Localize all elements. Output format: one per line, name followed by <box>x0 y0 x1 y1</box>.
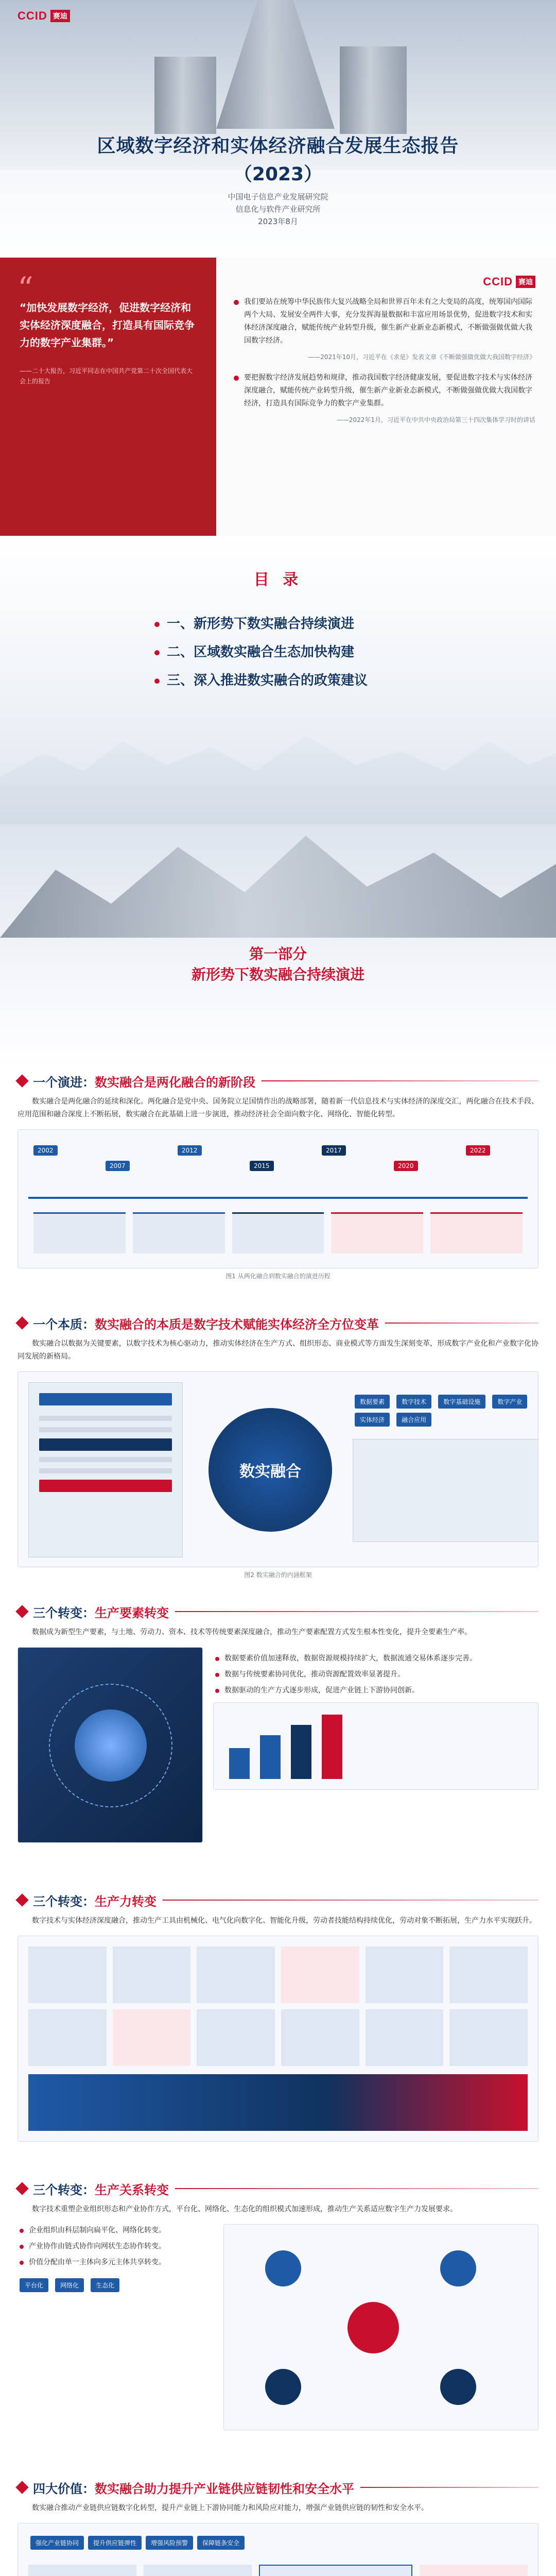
heading-divider <box>385 1323 538 1324</box>
section-heading: 三个转变：生产关系转变 <box>18 2174 538 2203</box>
heading-divider <box>262 1080 538 1081</box>
table-of-contents <box>0 536 556 824</box>
element-chips <box>353 1393 538 1542</box>
evolution-timeline-figure: 2002 2007 2012 2015 2017 2020 2022 <box>18 1129 538 1268</box>
toc-title: 目 录 <box>253 571 303 589</box>
section-heading: 三个转变：生产要素转变 <box>18 1597 538 1626</box>
section-supply-chain <box>0 2473 556 2576</box>
section-productivity <box>0 1886 556 2174</box>
section-paragraph: 数字技术重塑企业组织形态和产业协作方式，平台化、网络化、生态化的组织模式加速形成，推动生产关系适应数字生产力发展要求。 <box>32 2205 457 2213</box>
section-heading: 三个转变：生产力转变 <box>18 1886 538 1914</box>
chip: 实体经济 <box>355 1413 390 1427</box>
building-illustration <box>154 57 216 134</box>
building-illustration <box>340 46 407 134</box>
list-item: 企业组织由科层制向扁平化、网络化转变。 <box>18 2224 213 2237</box>
supply-chain-figure <box>18 2523 538 2576</box>
section-paragraph: 数字技术与实体经济深度融合，推动生产工具由机械化、电气化向数字化、智能化升级，劳动者技能结构持续优化，劳动对象不断拓展，生产力水平实现跃升。 <box>32 1917 536 1925</box>
chip: 增强风险预警 <box>146 2536 193 2550</box>
figure-caption: 图2 数实融合的内涵框架 <box>244 1571 312 1579</box>
relations-chips <box>18 2276 213 2294</box>
section-production-factors <box>0 1597 556 1886</box>
bullet-icon <box>154 622 160 627</box>
skyline-illustration <box>0 824 556 938</box>
section-paragraph: 数据成为新型生产要素，与土地、劳动力、资本、技术等传统要素深度融合，推动生产要素配置方式发生根本性变化，提升全要素生产率。 <box>32 1628 472 1636</box>
factor-bullets <box>213 1647 538 1843</box>
chip: 融合应用 <box>396 1413 431 1427</box>
report-publisher: 中国电子信息产业发展研究院 信息化与软件产业研究所 2023年8月 <box>228 192 328 226</box>
quote-panel <box>0 258 216 536</box>
chip: 数字基础设施 <box>438 1395 485 1409</box>
relations-network-figure <box>223 2224 538 2430</box>
chip: 强化产业链协同 <box>30 2536 84 2550</box>
section-evolution <box>0 1066 556 1309</box>
heading-divider <box>175 1611 538 1612</box>
heading-divider <box>360 2487 538 2488</box>
chip: 数据要素 <box>355 1395 390 1409</box>
diamond-icon <box>15 1074 28 1087</box>
hero-cover <box>0 0 556 258</box>
supply-chain-chips <box>28 2534 528 2552</box>
factor-chart <box>213 1702 538 1790</box>
section-production-relations <box>0 2174 556 2473</box>
essence-framework-figure <box>18 1371 538 1567</box>
brand-logo: CCID 赛迪 <box>234 275 535 289</box>
part-title: 新形势下数实融合持续演进 <box>191 966 364 983</box>
list-item: 产业协作由链式协作向网状生态协作转变。 <box>18 2240 213 2253</box>
toc-item[interactable]: 三、深入推进数实融合的政策建议 <box>154 670 368 689</box>
quote-mark-icon: “ <box>18 270 33 307</box>
list-item: 价值分配由单一主体向多元主体共享转变。 <box>18 2256 213 2269</box>
quote-source: ——二十大报告，习近平同志在中国共产党第二十次全国代表大会上的报告 <box>20 367 193 385</box>
section-paragraph: 数实融合以数据为关键要素，以数字技术为核心驱动力，推动实体经济在生产方式、组织形态、商业模式等方面发生深刻变革，形成数字产业化和产业数字化协同发展的新格局。 <box>18 1340 538 1361</box>
bullet-icon <box>154 650 160 655</box>
brand-logo: CCID 赛迪 <box>18 9 70 23</box>
speech-source: ——2021年10月，习近平在《求是》发表文章《不断做强做优做大我国数字经济》 <box>308 353 535 361</box>
bullet-icon <box>234 300 239 305</box>
part-label: 第一部分 <box>249 945 307 962</box>
heading-divider <box>175 2188 538 2189</box>
diamond-icon <box>15 1605 28 1618</box>
section-paragraph: 数实融合推动产业链供应链数字化转型，提升产业链上下游协同能力和风险应对能力，增强产业链供应链的韧性和安全水平。 <box>32 2504 428 2512</box>
list-item: 数据与传统要素协同优化，推动资源配置效率显著提升。 <box>213 1668 538 1681</box>
section-heading: 一个演进：数实融合是两化融合的新阶段 <box>18 1066 538 1095</box>
relations-bullets <box>18 2224 213 2269</box>
section-heading: 四大价值：数实融合助力提升产业链供应链韧性和安全水平 <box>18 2473 538 2502</box>
toc-item[interactable]: 一、新形势下数实融合持续演进 <box>154 613 354 632</box>
productivity-figure <box>18 1936 538 2142</box>
diamond-icon <box>15 1316 28 1329</box>
toc-item[interactable]: 二、区域数实融合生态加快构建 <box>154 641 354 660</box>
data-factor-figure <box>18 1647 203 1843</box>
quote-text: “加快发展数字经济，促进数字经济和实体经济深度融合，打造具有国际竞争力的数字产业集群。” <box>20 301 195 349</box>
bullet-icon <box>154 679 160 684</box>
diamond-icon <box>15 2481 28 2494</box>
list-item: 数据驱动的生产方式逐步形成，促进产业链上下游协同创新。 <box>213 1684 538 1697</box>
diamond-icon <box>15 1893 28 1906</box>
speech-panel <box>216 258 556 536</box>
chip: 保障链条安全 <box>197 2536 245 2550</box>
skyline-illustration <box>0 706 556 824</box>
left-framework-panel <box>28 1382 183 1557</box>
chip: 生态化 <box>91 2278 119 2292</box>
speech-paragraph: 要把握数字经济发展趋势和规律，推动我国数字经济健康发展，要促进数字技术与实体经济深度融合，赋能传统产业转型升级，催生新产业新业态新模式，不断做强做优做大我国数字经济，打造具有国际竞争力的数字产业集群。 <box>234 371 535 410</box>
part-one-cover <box>0 824 556 1066</box>
speech-paragraph: 我们要站在统筹中华民族伟大复兴战略全局和世界百年未有之大变局的高度，统筹国内国际两个大局、发展安全两件大事，充分发挥海量数据和丰富应用场景优势，促进数字技术和实体经济深度融合，赋能传统产业转型升级，催生新产业新业态新模式，不断做强做优做大我国数字经济。 <box>234 296 535 347</box>
timeline-cards <box>33 1212 523 1253</box>
report-title: 区域数字经济和实体经济融合发展生态报告 （2023） <box>97 135 459 185</box>
diamond-icon <box>15 2182 28 2195</box>
section-essence <box>0 1309 556 1597</box>
chip: 平台化 <box>20 2278 48 2292</box>
chip: 提升供应链弹性 <box>88 2536 142 2550</box>
section-paragraph: 数实融合是两化融合的延续和深化。两化融合是党中央、国务院立足国情作出的战略部署，随着新一代信息技术与实体经济的深度交汇，两化融合在技术手段、应用范围和融合深度上不断拓展，数实融合在此基础上进一步演进，推动经济社会全面向数字化、网络化、智能化转型。 <box>18 1097 538 1118</box>
figure-caption: 图1 从两化融合到数实融合的演进历程 <box>225 1273 331 1280</box>
timeline-axis <box>28 1197 528 1199</box>
chip: 数字技术 <box>396 1395 431 1409</box>
list-item: 数据要素价值加速释放，数据资源规模持续扩大，数据流通交易体系逐步完善。 <box>213 1652 538 1665</box>
chip: 网络化 <box>55 2278 84 2292</box>
heading-divider <box>163 1900 538 1901</box>
chip: 数字产业 <box>492 1395 527 1409</box>
bullet-icon <box>234 376 239 381</box>
intro-section <box>0 258 556 536</box>
section-heading: 一个本质：数实融合的本质是数字技术赋能实体经济全方位变革 <box>18 1309 538 1337</box>
speech-source: ——2022年1月，习近平在中共中央政治局第三十四次集体学习时的讲话 <box>336 416 535 423</box>
center-circle: 数实融合 <box>208 1408 332 1532</box>
